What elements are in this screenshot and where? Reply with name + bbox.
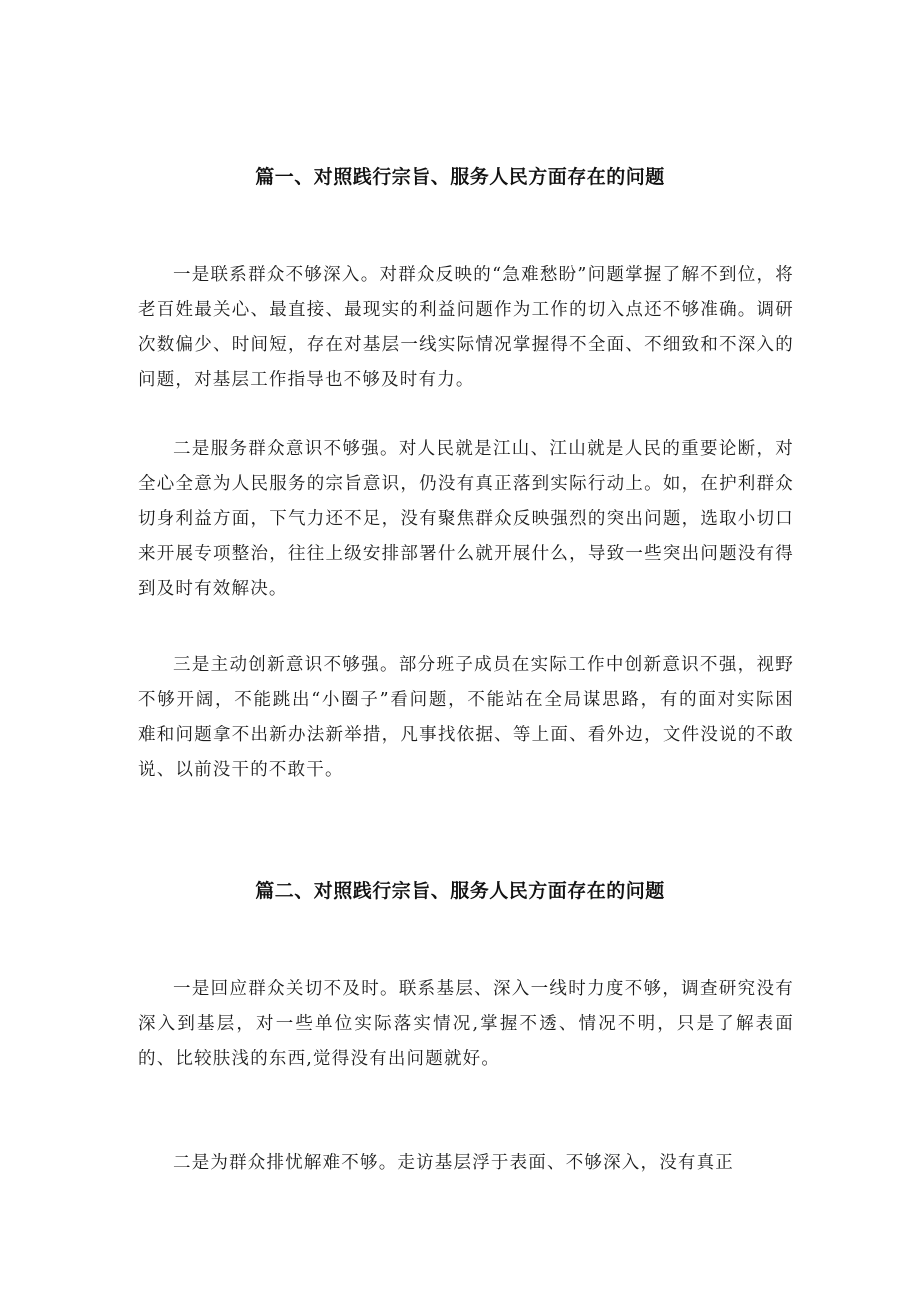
section1-title: 篇一、对照践行宗旨、服务人民方面存在的问题 [255, 166, 665, 188]
section2-paragraph-1: 一是回应群众关切不及时。联系基层、深入一线时力度不够，调查研究没有深入到基层，对一些单位实际落实情况,掌握不透、情况不明，只是了解表面的、比较肤浅的东西,觉得没有出问题就好。 [138, 979, 794, 1069]
section1-paragraph-3: 三是主动创新意识不够强。部分班子成员在实际工作中创新意识不强，视野不够开阔，不能跳出“小圈子”看问题，不能站在全局谋思路，有的面对实际困难和问题拿不出新办法新举措，凡事找依据、等上面、看外边，文件没说的不敢说、以前没干的不敢干。 [138, 655, 794, 780]
section2-title: 篇二、对照践行宗旨、服务人民方面存在的问题 [255, 880, 665, 902]
section2-paragraph-2: 二是为群众排忧解难不够。走访基层浮于表面、不够深入，没有真正 [173, 1153, 734, 1173]
section1-paragraph-1: 一是联系群众不够深入。对群众反映的“急难愁盼”问题掌握了解不到位，将老百姓最关心、最直接、最现实的利益问题作为工作的切入点还不够准确。调研次数偏少、时间短，存在对基层一线实际情况掌握得不全面、不细致和不深入的问题，对基层工作指导也不够及时有力。 [138, 265, 794, 390]
section1-paragraph-2: 二是服务群众意识不够强。对人民就是江山、江山就是人民的重要论断，对全心全意为人民服务的宗旨意识，仍没有真正落到实际行动上。如，在护利群众切身利益方面，下气力还不足，没有聚焦群众反映强烈的突出问题，选取小切口来开展专项整治，往往上级安排部署什么就开展什么，导致一些突出问题没有得到及时有效解决。 [138, 439, 794, 599]
